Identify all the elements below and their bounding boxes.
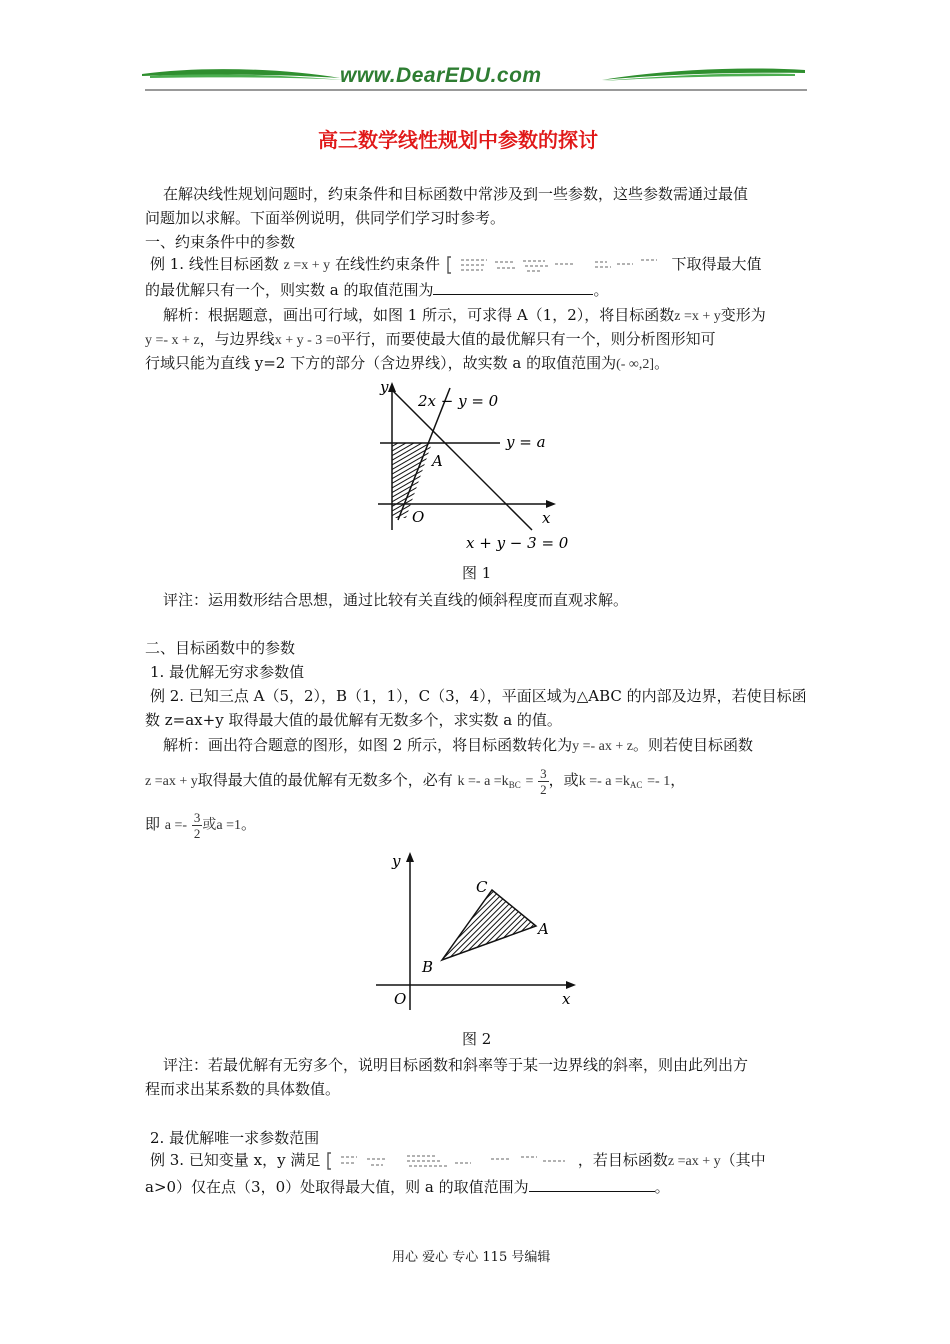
- y-axis-arrow: [406, 852, 414, 862]
- solution-2-text-d: 即: [145, 815, 161, 833]
- answer-interval: (- ∞,2]: [616, 357, 655, 372]
- solution-1-transformed: y =- x + z: [145, 333, 200, 348]
- comma: ，: [670, 771, 686, 789]
- solution-1-line-2: [145, 329, 807, 351]
- solution-1-line-1: [163, 305, 825, 327]
- example-1-line-1: [150, 254, 812, 276]
- solution-2-function: z =ax + y: [145, 774, 198, 789]
- fraction-numerator: 3: [193, 809, 201, 825]
- period: 。: [593, 281, 609, 299]
- example-1-text-b: 在线性约束条件: [334, 255, 440, 273]
- example-3-function: z =ax + y: [667, 1154, 721, 1169]
- or-text: ，或: [548, 771, 579, 789]
- subscript-bc: BC: [508, 780, 521, 790]
- example-1-text-a: 例 1. 线性目标函数: [150, 255, 279, 273]
- period: 。: [240, 815, 256, 833]
- equals-sign: =: [525, 774, 534, 789]
- example-3-question: a>0）仅在点（3，0）处取得最大值，则 a 的取值范围为: [145, 1178, 529, 1196]
- solution-2-text-b: 。则若使目标函数: [632, 736, 753, 754]
- solution-1-text-a: 解析：根据题意，画出可行域，如图 1 所示，可求得 A（1，2），将目标函数: [163, 306, 675, 324]
- slope-bc-expression: k =- a =k: [457, 774, 509, 789]
- solution-2-transformed: y =- ax + z: [572, 739, 633, 754]
- section-2-heading: 二、目标函数中的参数: [145, 639, 296, 657]
- example-3-text-c: （其中: [720, 1151, 766, 1169]
- or-text: 或: [202, 818, 217, 833]
- constraint-system-image-2: [325, 1151, 573, 1171]
- answer-a-one: a =1: [216, 818, 241, 833]
- comment-1: 评注：运用数形结合思想，通过比较有关直线的倾斜程度而直观求解。: [163, 591, 629, 609]
- label-eq3: x + y − 3 = 0: [466, 534, 569, 552]
- example-3-line-1: [150, 1150, 812, 1172]
- example-1-text-c: 下取得最大值: [671, 255, 762, 273]
- figure-2-diagram: [370, 850, 590, 1020]
- label-b: B: [422, 958, 434, 976]
- label-eq1: 2x − y = 0: [418, 392, 499, 410]
- period: 。: [654, 354, 670, 372]
- solution-2-text-c: 取得最大值的最优解有无数多个，必有: [197, 771, 453, 789]
- solution-1-text-b: 变形为: [720, 306, 766, 324]
- example-3-text-b: ，若目标函数: [577, 1151, 668, 1169]
- solution-1-line-3: [145, 353, 807, 375]
- answer-blank-2: [529, 1177, 655, 1192]
- solution-2-line-2: [145, 760, 807, 800]
- figure-1-caption: 图 1: [462, 564, 492, 582]
- label-y: y: [380, 380, 389, 396]
- constraint-system-image: [445, 255, 667, 275]
- intro-line-1: 在解决线性规划问题时，约束条件和目标函数中常涉及到一些参数，这些参数需通过最值: [163, 185, 749, 203]
- label-y: y: [392, 852, 401, 870]
- figure-1-diagram: [370, 380, 590, 555]
- solution-1-text-e: 行域只能为直线 y=2 下方的部分（含边界线），故实数 a 的取值范围为: [145, 354, 617, 372]
- slope-ac-value: =- 1: [647, 774, 671, 789]
- figure-2-caption: 图 2: [462, 1030, 492, 1048]
- solution-2-line-3: [145, 804, 807, 844]
- label-point-a: A: [432, 452, 443, 470]
- period: 。: [654, 1178, 670, 1196]
- fraction-three-halves: [538, 766, 549, 797]
- solution-1-text-d: 平行，而要使最大值的最优解只有一个，则分析图形知可: [340, 330, 716, 348]
- label-eq2: y = a: [506, 433, 546, 451]
- subsection-2-2: 2. 最优解唯一求参数范围: [150, 1129, 320, 1147]
- example-3-line-2: [145, 1177, 807, 1197]
- subsection-2-1: 1. 最优解无穷求参数值: [150, 663, 305, 681]
- comment-2-line-1: 评注：若最优解有无穷多个，说明目标函数和斜率等于某一边界线的斜率，则由此列出方: [163, 1056, 749, 1074]
- comment-2-line-2: 程而求出某系数的具体数值。: [145, 1080, 341, 1098]
- label-c: C: [476, 878, 488, 896]
- page-title: 高三数学线性规划中参数的探讨: [318, 128, 598, 152]
- slope-ac-expression: k =- a =k: [578, 774, 630, 789]
- subscript-ac: AC: [629, 780, 643, 790]
- section-1-heading: 一、约束条件中的参数: [145, 233, 296, 251]
- triangle-abc: [442, 890, 536, 960]
- example-1-line-2: [145, 280, 807, 300]
- example-2-line-2: 数 z=ax+y 取得最大值的最优解有无数多个，求实数 a 的值。: [145, 711, 562, 729]
- label-x: x: [562, 990, 571, 1008]
- example-3-text-a: 例 3. 已知变量 x，y 满足: [150, 1151, 321, 1169]
- answer-blank: [433, 280, 593, 295]
- fraction-denominator: 2: [193, 825, 201, 841]
- site-brand: www.DearEDU.com: [340, 64, 542, 87]
- fraction-numerator: 3: [540, 765, 547, 781]
- x-axis-arrow: [566, 981, 576, 989]
- page-footer: 用心 爱心 专心 115 号编辑: [392, 1250, 551, 1265]
- example-1-question: 的最优解只有一个，则实数 a 的取值范围为: [145, 281, 434, 299]
- boundary-line-equation: x + y - 3 =0: [274, 333, 341, 348]
- solution-1-text-c: ，与边界线: [199, 330, 275, 348]
- label-a: A: [538, 920, 549, 938]
- solution-1-function: z =x + y: [674, 309, 721, 324]
- label-origin: O: [394, 990, 407, 1008]
- fraction-denominator: 2: [540, 781, 547, 797]
- x-axis-arrow: [546, 500, 556, 508]
- label-origin: O: [412, 508, 425, 526]
- label-x: x: [542, 509, 551, 527]
- fraction-three-halves-2: [192, 810, 203, 841]
- answer-a-negative: a =-: [164, 818, 188, 833]
- example-2-line-1: 例 2. 已知三点 A（5，2），B（1，1），C（3，4），平面区域为△ABC 的内部及边界，若使目标函: [150, 687, 807, 705]
- solution-2-text-a: 解析：画出符合题意的图形，如图 2 所示，将目标函数转化为: [163, 736, 573, 754]
- example-1-function: z =x + y: [283, 258, 331, 273]
- feasible-region: [392, 443, 432, 518]
- solution-2-line-1: [163, 735, 825, 757]
- intro-line-2: 问题加以求解。下面举例说明，供同学们学习时参考。: [145, 209, 506, 227]
